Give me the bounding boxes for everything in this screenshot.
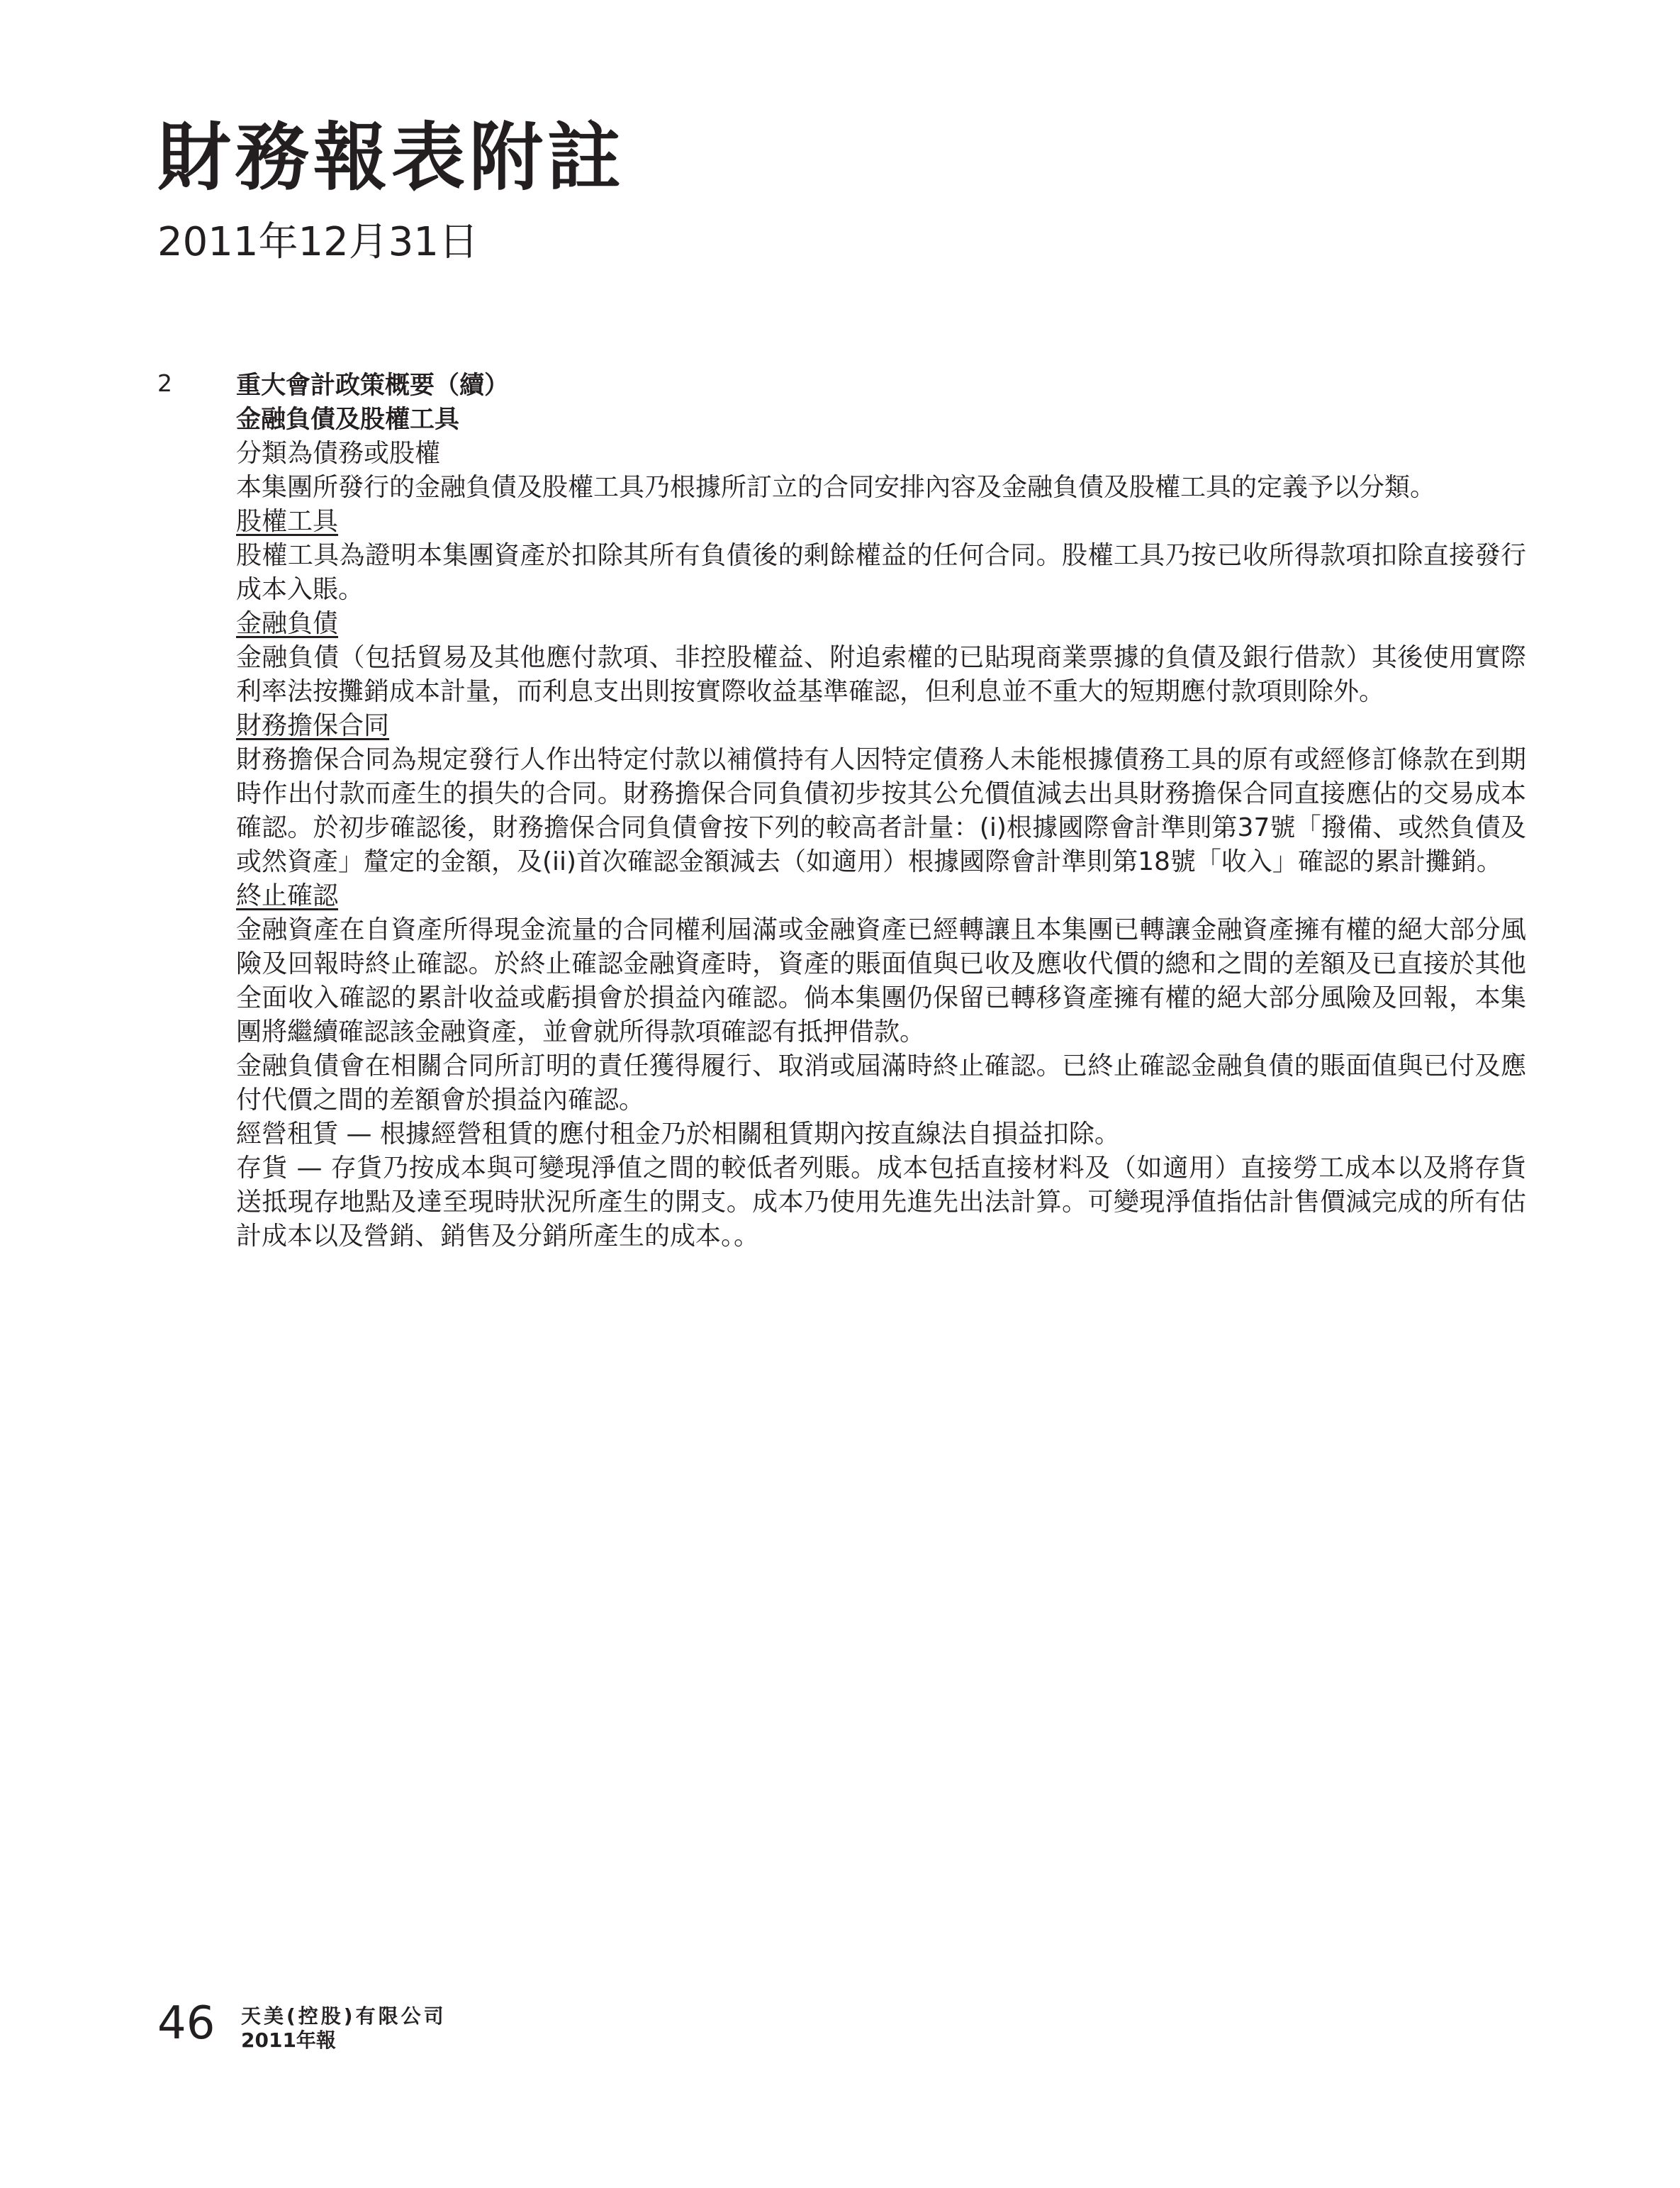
derecognition-heading: 終止確認 [236, 881, 339, 910]
company-name: 天美(控股)有限公司 [241, 2004, 447, 2028]
section-title: 重大會計政策概要（續） [236, 372, 510, 400]
equity-heading: 股權工具 [236, 507, 339, 536]
guarantee-paragraph: 財務擔保合同為規定發行人作出特定付款以補償持有人因特定債務人未能根據債務工具的原有或經修訂條款在到期時作出付款而產生的損失的合同。財務擔保合同負債初步按其公允價值減去出具財務擔保合同直接應佔的交易成本確認。於初步確認後，財務擔保合同負債會按下列的較高者計量：(i)根據國際會計準則第37號「撥備、或然負債及或然資產」釐定的金額，及(ii)首次確認金額減去（如適用）根據國際會計準則第18號「收入」確認的累計攤銷。 [236, 745, 1526, 876]
intro-paragraph: 本集團所發行的金融負債及股權工具乃根據所訂立的合同安排內容及金融負債及股權工具的定義予以分類。 [236, 473, 1436, 502]
equity-paragraph: 股權工具為證明本集團資產於扣除其所有負債後的剩餘權益的任何合同。股權工具乃按已收所得款項扣除直接發行成本入賬。 [236, 541, 1526, 604]
notes-content [236, 369, 1526, 1254]
report-name: 2011年報 [241, 2028, 336, 2052]
derecognition-paragraph-2: 金融負債會在相關合同所訂明的責任獲得履行、取消或屆滿時終止確認。已終止確認金融負債的賬面值與已付及應付代價之間的差額會於損益內確認。 [236, 1051, 1526, 1115]
liabilities-heading: 金融負債 [236, 609, 339, 638]
page-number: 46 [157, 1997, 215, 2050]
category-title: 分類為債務或股權 [236, 439, 441, 468]
operating-lease-paragraph: 經營租賃 — 根據經營租賃的應付租金乃於相關租賃期內按直線法自損益扣除。 [236, 1120, 1120, 1149]
section-number: 2 [157, 369, 172, 397]
inventory-paragraph: 存貨 — 存貨乃按成本與可變現淨值之間的較低者列賬。成本包括直接材料及（如適用）直接勞工成本以及將存貨送抵現存地點及達至現時狀況所產生的開支。成本乃使用先進先出法計算。可變現淨值指估計售價減完成的所有估計成本以及營銷、銷售及分銷所產生的成本。。 [236, 1154, 1526, 1251]
liabilities-paragraph: 金融負債（包括貿易及其他應付款項、非控股權益、附追索權的已貼現商業票據的負債及銀行借款）其後使用實際利率法按攤銷成本計量，而利息支出則按實際收益基準確認，但利息並不重大的短期應付款項則除外。 [236, 643, 1526, 706]
derecognition-paragraph-1: 金融資產在自資產所得現金流量的合同權利屆滿或金融資產已經轉讓且本集團已轉讓金融資產擁有權的絕大部分風險及回報時終止確認。於終止確認金融資產時，資產的賬面值與已收及應收代價的總和之間的差額及已直接於其他全面收入確認的累計收益或虧損會於損益內確認。倘本集團仍保留已轉移資產擁有權的絕大部分風險及回報，本集團將繼續確認該金融資產，並會就所得款項確認有抵押借款。 [236, 915, 1526, 1046]
page-date: 2011年12月31日 [157, 219, 479, 265]
subsection-title: 金融負債及股權工具 [236, 406, 460, 434]
page-title: 財務報表附註 [157, 114, 626, 201]
guarantee-heading: 財務擔保合同 [236, 711, 390, 740]
